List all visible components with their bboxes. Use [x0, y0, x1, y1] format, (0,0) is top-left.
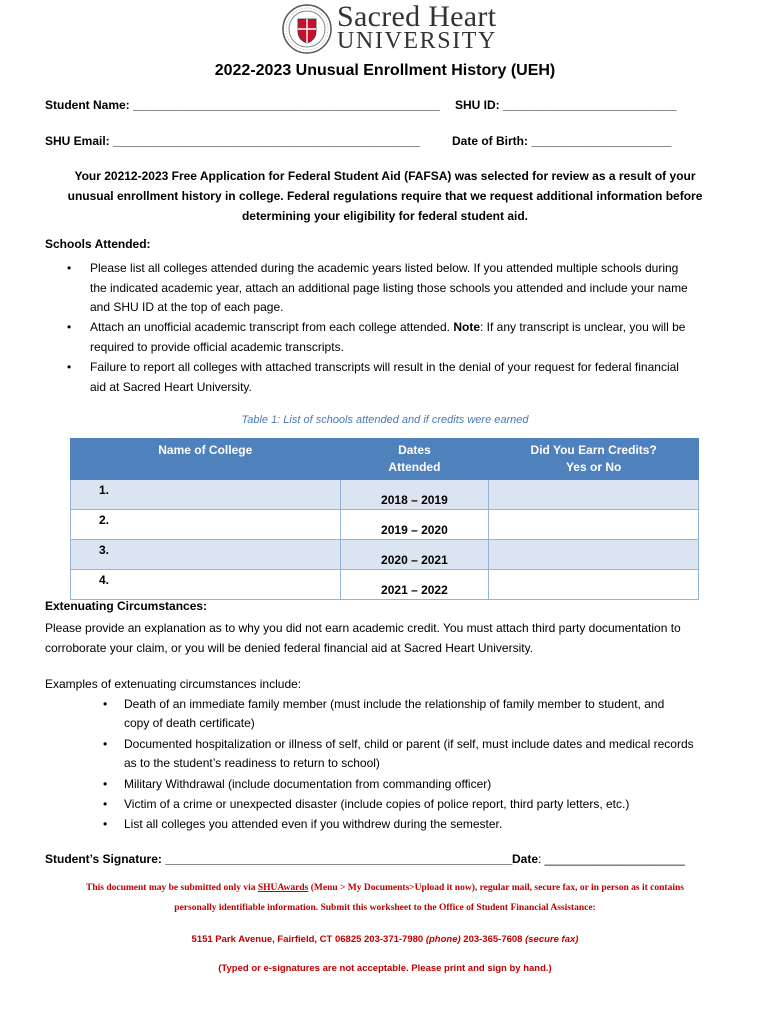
dates-cell: 2018 – 2019	[340, 480, 489, 510]
shu-id-field[interactable]: SHU ID: __________________________	[455, 98, 677, 112]
intro-line-3: determining your eligibility for federal student aid.	[241, 209, 529, 223]
logo-wordmark-top: Sacred Heart	[337, 0, 497, 33]
extenuating-para-line-2: corroborate your claim, or you will be denied federal financial aid at Sacred Heart University.	[45, 641, 534, 655]
college-cell[interactable]: 2.	[71, 510, 341, 540]
page-title: 2022-2023 Unusual Enrollment History (UEH)	[214, 62, 556, 79]
bullet-icon: •	[103, 697, 108, 711]
credits-cell[interactable]	[489, 540, 699, 570]
example-1-line-1: Death of an immediate family member (must include the relationship of family member to student, and	[124, 697, 665, 711]
schools-heading: Schools Attended:	[45, 237, 151, 251]
table-header-row	[71, 439, 699, 480]
footer-line-1: This document may be submitted only via SHUAwards (Menu > My Documents>Upload it now), regular mail, secure fax, or in person as it contains	[86, 883, 684, 893]
col-header-college: Name of College	[71, 439, 341, 480]
dates-cell: 2019 – 2020	[340, 510, 489, 540]
example-5: List all colleges you attended even if you withdrew during the semester.	[124, 817, 503, 831]
university-logo	[281, 0, 497, 55]
schools-bullet-2-line-1: Attach an unofficial academic transcript from each college attended. Note: If any transcript is unclear, you will be	[90, 320, 686, 334]
credits-cell[interactable]	[489, 570, 699, 600]
shu-email-field[interactable]: SHU Email: ______________________________________________	[45, 134, 421, 148]
date-of-birth-field[interactable]: Date of Birth: _____________________	[452, 134, 672, 148]
col-header-dates: Dates Attended	[340, 439, 489, 480]
table-row	[71, 510, 699, 540]
intro-line-2: unusual enrollment history in college. Federal regulations require that we request additional information before	[67, 189, 703, 203]
university-seal-icon	[281, 3, 333, 55]
bullet-icon: •	[67, 320, 72, 334]
schools-bullet-3-line-1: Failure to report all colleges with attached transcripts will result in the denial of your request for federal financial	[90, 360, 679, 374]
col-header-credits: Did You Earn Credits? Yes or No	[489, 439, 699, 480]
examples-label: Examples of extenuating circumstances include:	[45, 677, 302, 691]
student-name-field[interactable]: Student Name: ______________________________________________	[45, 98, 441, 112]
footer-address: 5151 Park Avenue, Fairfield, CT 06825 203-371-7980 (phone) 203-365-7608 (secure fax)	[191, 934, 579, 945]
bullet-icon: •	[103, 737, 108, 751]
example-4: Victim of a crime or unexpected disaster (include copies of police report, third party letters, etc.)	[124, 797, 630, 811]
schools-bullet-1-line-3: and SHU ID at the top of each page.	[90, 300, 284, 314]
footer-signature-note: (Typed or e-signatures are not acceptable. Please print and sign by hand.)	[218, 963, 552, 974]
bullet-icon: •	[67, 261, 72, 275]
credits-cell[interactable]	[489, 480, 699, 510]
example-2-line-1: Documented hospitalization or illness of self, child or parent (if self, must include dates and medical records	[124, 737, 694, 751]
schools-bullet-1-line-1: Please list all colleges attended during the academic years listed below. If you attended multiple schools during	[90, 261, 679, 275]
dates-cell: 2021 – 2022	[340, 570, 489, 600]
table-row	[71, 570, 699, 600]
schools-bullet-3-line-2: aid at Sacred Heart University.	[90, 380, 252, 394]
schools-table	[70, 438, 699, 600]
shuawards-link[interactable]: SHUAwards	[257, 883, 309, 893]
bullet-icon: •	[103, 817, 108, 831]
credits-cell[interactable]	[489, 510, 699, 540]
extenuating-heading: Extenuating Circumstances:	[45, 599, 208, 613]
signature-date-field[interactable]: Date: _____________________	[512, 852, 685, 866]
logo-wordmark-bottom: UNIVERSITY	[337, 28, 497, 54]
table-row	[71, 480, 699, 510]
example-2-line-2: as to the student’s readiness to return to school)	[124, 756, 380, 770]
schools-bullet-1-line-2: the indicated academic year, attach an additional page listing those schools you attended and include your name	[90, 281, 688, 295]
table-row	[71, 540, 699, 570]
college-cell[interactable]: 1.	[71, 480, 341, 510]
bullet-icon: •	[103, 797, 108, 811]
college-cell[interactable]: 3.	[71, 540, 341, 570]
example-3: Military Withdrawal (include documentation from commanding officer)	[124, 777, 492, 791]
extenuating-para-line-1: Please provide an explanation as to why you did not earn academic credit. You must attach third party documentation to	[45, 621, 681, 635]
intro-line-1: Your 20212-2023 Free Application for Federal Student Aid (FAFSA) was selected for review as a result of your	[74, 169, 696, 183]
example-1-line-2: copy of death certificate)	[124, 716, 255, 730]
college-cell[interactable]: 4.	[71, 570, 341, 600]
footer-line-2: personally identifiable information. Submit this worksheet to the Office of Student Financial Assistance:	[174, 903, 596, 913]
dates-cell: 2020 – 2021	[340, 540, 489, 570]
schools-bullet-2-line-2: required to provide official academic transcripts.	[90, 340, 344, 354]
table-caption: Table 1: List of schools attended and if credits were earned	[241, 414, 529, 426]
signature-field[interactable]: Student’s Signature: ____________________________________________________	[45, 852, 513, 866]
bullet-icon: •	[67, 360, 72, 374]
bullet-icon: •	[103, 777, 108, 791]
